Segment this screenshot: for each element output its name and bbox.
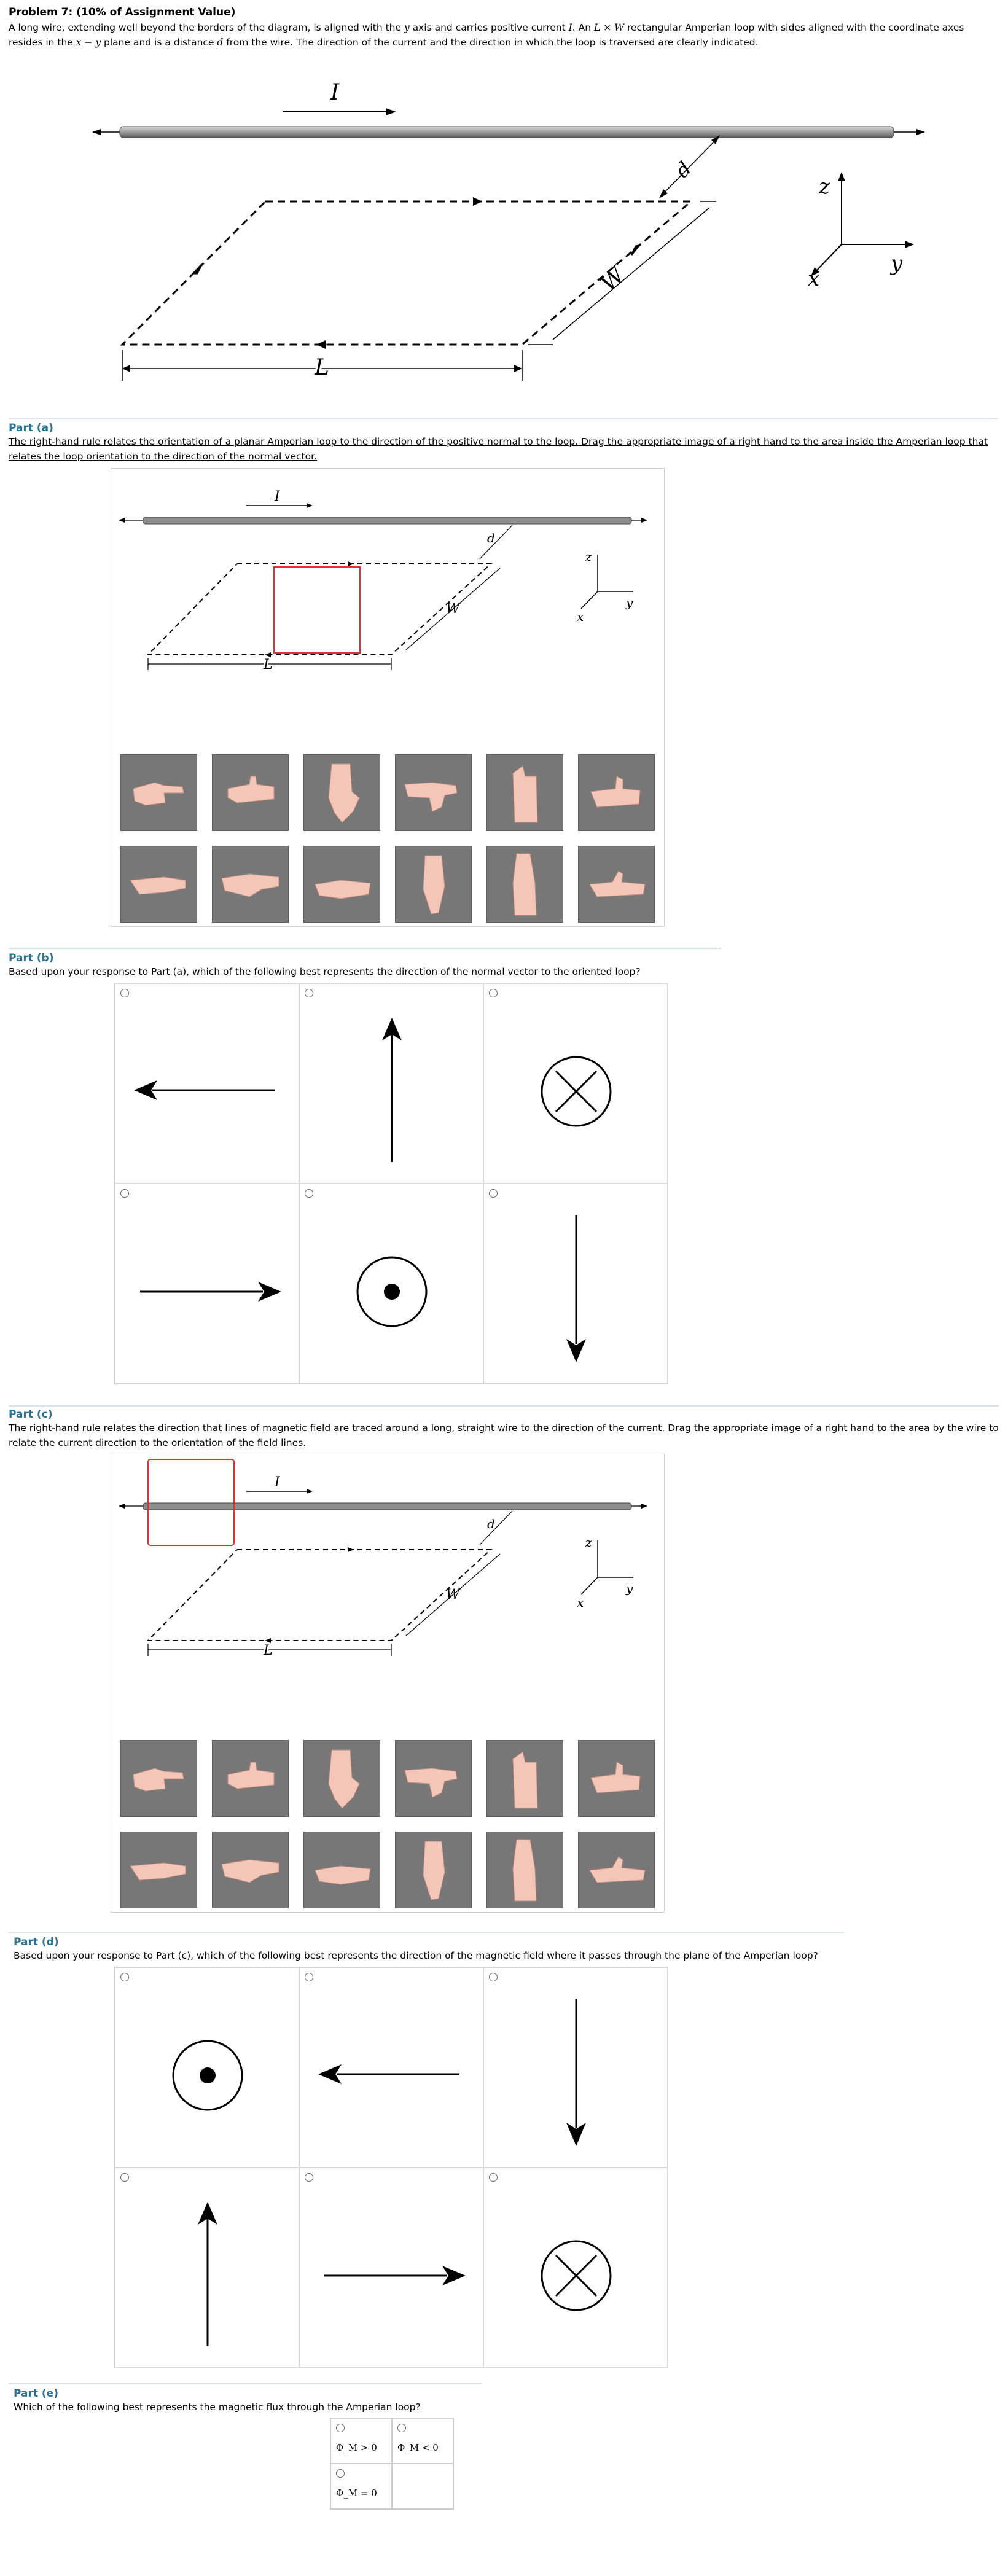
problem-intro: A long wire, extending well beyond the borders of the diagram, is aligned with the y axis and carries positive current I. An L × W rectangular Amperian loop with sides aligned with the coordinate axes resides in the x − y plane and is a distance d from the wire. The direction of the current and the direction in which the loop is traversed are clearly indicated. xyxy=(9,22,964,48)
hand-tile-6[interactable] xyxy=(578,1740,655,1817)
radio-button[interactable] xyxy=(489,1189,498,1198)
hand-tile-8[interactable] xyxy=(212,1832,289,1908)
x-axis xyxy=(581,1577,598,1594)
part-d-option-3[interactable] xyxy=(483,1967,668,2168)
part-a-diagram xyxy=(111,469,664,702)
w-label: W xyxy=(446,1587,460,1602)
radio-button[interactable] xyxy=(305,1973,313,1981)
part-e-title: Part (e) xyxy=(14,2387,58,2400)
hand-thumb-up-right-icon xyxy=(579,755,654,830)
wire-right-arrowhead xyxy=(916,129,925,135)
part-b-option-1[interactable] xyxy=(115,983,299,1184)
current-arrowhead xyxy=(307,503,313,508)
hand-flat-thumb-icon xyxy=(579,1832,654,1908)
wire-right-arrowhead xyxy=(641,1504,647,1509)
radio-button[interactable] xyxy=(120,989,129,997)
hand-tile-4[interactable] xyxy=(395,1740,472,1817)
part-e-option-3[interactable] xyxy=(330,2464,392,2509)
current-label: I xyxy=(330,80,340,105)
empty-cell xyxy=(392,2464,453,2509)
hand-flat-left-icon xyxy=(121,1832,197,1908)
hand-tile-2[interactable] xyxy=(212,1740,289,1817)
hand-flat-left-icon xyxy=(121,846,197,922)
radio-button[interactable] xyxy=(305,989,313,997)
main-diagram xyxy=(86,74,934,393)
divider xyxy=(9,1405,999,1407)
hand-tile-12[interactable] xyxy=(578,846,655,923)
w-label: W xyxy=(446,601,460,617)
hand-flat-palm-icon xyxy=(213,846,288,922)
radio-button[interactable] xyxy=(489,2173,498,2182)
hand-tile-12[interactable] xyxy=(578,1832,655,1908)
right-arrow-icon xyxy=(115,1184,300,1384)
part-b-option-4[interactable] xyxy=(115,1184,299,1384)
hand-drop-zone[interactable] xyxy=(148,1459,234,1545)
axis-x-label: x xyxy=(808,267,820,291)
hand-tile-3[interactable] xyxy=(303,754,380,831)
hand-fist-down-icon xyxy=(304,755,380,830)
hand-tile-1[interactable] xyxy=(120,754,197,831)
radio-button[interactable] xyxy=(397,2424,406,2432)
up-arrow-icon xyxy=(115,2168,300,2368)
loop-arrow-bottom xyxy=(265,1638,271,1643)
radio-button[interactable] xyxy=(336,2469,345,2478)
part-b-options xyxy=(114,983,668,1384)
hand-thumb-up-icon xyxy=(487,755,563,830)
part-d-option-1[interactable] xyxy=(115,1967,299,2168)
left-arrow-icon xyxy=(300,1968,484,2168)
hand-tile-10[interactable] xyxy=(395,1832,472,1908)
radio-button[interactable] xyxy=(120,2173,129,2182)
wire xyxy=(143,517,631,524)
l-label: L xyxy=(315,355,329,380)
out-of-page-icon xyxy=(300,1184,484,1384)
part-d-option-2[interactable] xyxy=(299,1967,483,2168)
hand-tile-11[interactable] xyxy=(486,846,563,923)
w-dimension-line xyxy=(553,208,709,340)
part-b-text: Based upon your response to Part (a), which of the following best represents the direction of the normal vector to the oriented loop? xyxy=(9,966,641,977)
part-b-option-5[interactable] xyxy=(299,1184,483,1384)
flux-positive-label: Φ_M > 0 xyxy=(336,2442,377,2453)
hand-tile-10[interactable] xyxy=(395,846,472,923)
part-b-option-3[interactable] xyxy=(483,983,668,1184)
l-label: L xyxy=(264,1643,273,1658)
loop-arrow-top xyxy=(348,1547,354,1552)
axis-y-label: y xyxy=(891,251,903,276)
hand-tile-9[interactable] xyxy=(303,1832,380,1908)
axis-y-label: y xyxy=(626,1581,633,1596)
hand-flat-palm-icon xyxy=(213,1832,288,1908)
up-arrow-icon xyxy=(300,984,484,1184)
part-c-text: The right-hand rule relates the direction that lines of magnetic field are traced around a long, straight wire to the direction of the current. Drag the appropriate image of a right hand to the area by the wire to relate the current direction to the orientation of the field lines. xyxy=(9,1423,999,1448)
wire-left-arrowhead xyxy=(119,1504,125,1509)
hand-flat-thumb-icon xyxy=(579,846,654,922)
part-d-option-4[interactable] xyxy=(115,2168,299,2368)
x-axis xyxy=(581,591,598,609)
radio-button[interactable] xyxy=(489,989,498,997)
left-arrow-icon xyxy=(115,984,300,1184)
part-d-title: Part (d) xyxy=(14,1936,59,1948)
loop-arrow-top xyxy=(348,561,354,566)
hand-tile-6[interactable] xyxy=(578,754,655,831)
flux-zero-label: Φ_M = 0 xyxy=(336,2488,377,2499)
loop-arrow-right xyxy=(631,246,639,255)
hand-palette xyxy=(120,754,655,923)
hand-thumb-down-right-icon xyxy=(396,755,471,830)
into-page-icon xyxy=(484,2168,668,2368)
axis-z-label: z xyxy=(585,549,592,564)
down-arrow-icon xyxy=(484,1968,668,2168)
axis-x-label: x xyxy=(577,1595,584,1610)
part-b-option-6[interactable] xyxy=(483,1184,668,1384)
hand-palette xyxy=(120,1740,655,1909)
divider xyxy=(9,948,721,949)
hand-fist-left-icon xyxy=(213,755,288,830)
axis-z-label: z xyxy=(585,1535,592,1550)
part-e-option-2[interactable] xyxy=(392,2418,453,2464)
part-d-option-5[interactable] xyxy=(299,2168,483,2368)
loop-arrow-bottom xyxy=(265,652,271,657)
l-arrowhead-right xyxy=(514,365,522,372)
hand-tile-5[interactable] xyxy=(486,1740,563,1817)
d-label: d xyxy=(487,531,495,545)
hand-thumb-up-icon xyxy=(487,1741,563,1816)
hand-flat-up-icon xyxy=(487,846,563,922)
hand-flat-right-icon xyxy=(304,1832,380,1908)
z-arrowhead xyxy=(838,172,845,181)
part-a-panel xyxy=(111,468,665,927)
flux-negative-label: Φ_M < 0 xyxy=(397,2442,439,2453)
divider xyxy=(9,418,998,419)
wire xyxy=(120,127,894,138)
hand-tile-8[interactable] xyxy=(212,846,289,923)
d-label: d xyxy=(487,1516,495,1531)
part-c-diagram xyxy=(111,1454,664,1688)
wire-right-arrowhead xyxy=(641,518,647,523)
part-c-title: Part (c) xyxy=(9,1408,53,1421)
axis-z-label: z xyxy=(819,174,830,199)
current-arrowhead xyxy=(307,1489,313,1494)
radio-button[interactable] xyxy=(305,1189,313,1198)
part-c-panel xyxy=(111,1454,665,1913)
hand-flat-right-icon xyxy=(304,846,380,922)
y-arrowhead xyxy=(905,241,914,248)
divider xyxy=(9,1932,844,1933)
part-d-options xyxy=(114,1967,668,2368)
l-arrowhead-left xyxy=(122,365,130,372)
hand-tile-11[interactable] xyxy=(486,1832,563,1908)
part-e-option-1[interactable] xyxy=(330,2418,392,2464)
hand-drop-zone[interactable] xyxy=(274,567,360,653)
axis-y-label: y xyxy=(626,595,633,610)
hand-tile-9[interactable] xyxy=(303,846,380,923)
hand-tile-4[interactable] xyxy=(395,754,472,831)
d-dimension-line xyxy=(480,1511,512,1545)
part-e-options xyxy=(330,2418,454,2510)
out-of-page-icon xyxy=(115,1968,300,2168)
down-arrow-icon xyxy=(484,1184,668,1384)
part-a-title: Part (a) xyxy=(9,422,53,434)
right-arrow-icon xyxy=(300,2168,484,2368)
wire xyxy=(143,1503,631,1510)
hand-tile-5[interactable] xyxy=(486,754,563,831)
hand-flat-up-icon xyxy=(487,1832,563,1908)
hand-tile-3[interactable] xyxy=(303,1740,380,1817)
radio-button[interactable] xyxy=(120,1189,129,1198)
amperian-loop xyxy=(148,1550,491,1641)
into-page-icon xyxy=(484,984,668,1184)
hand-tile-7[interactable] xyxy=(120,1832,197,1908)
l-label: L xyxy=(264,657,273,673)
current-label: I xyxy=(275,1475,280,1490)
d-label: d xyxy=(670,157,697,182)
hand-flat-down-icon xyxy=(396,846,471,922)
loop-arrow-bottom xyxy=(316,340,326,349)
hand-tile-7[interactable] xyxy=(120,846,197,923)
part-d-option-6[interactable] xyxy=(483,2168,668,2368)
hand-fist-left-icon xyxy=(213,1741,288,1816)
axis-x-label: x xyxy=(577,609,584,624)
hand-tile-1[interactable] xyxy=(120,1740,197,1817)
radio-button[interactable] xyxy=(305,2173,313,2182)
part-e-text: Which of the following best represents the magnetic flux through the Amperian loop? xyxy=(14,2402,421,2413)
hand-thumb-left-icon xyxy=(121,1741,197,1816)
current-arrowhead xyxy=(386,108,396,115)
hand-thumb-up-right-icon xyxy=(579,1741,654,1816)
wire-left-arrowhead xyxy=(92,129,101,135)
loop-arrow-top xyxy=(473,197,482,206)
hand-flat-down-icon xyxy=(396,1832,471,1908)
problem-title: Problem 7: (10% of Assignment Value) xyxy=(9,6,236,18)
part-b-title: Part (b) xyxy=(9,952,54,964)
part-a-text: The right-hand rule relates the orientation of a planar Amperian loop to the direction of the positive normal to the loop. Drag the appropriate image of a right hand to the area inside the Amperian loop that relates the loop orientation to the direction of the normal vector. xyxy=(9,436,988,462)
hand-thumb-left-icon xyxy=(121,755,197,830)
wire-left-arrowhead xyxy=(119,518,125,523)
radio-button[interactable] xyxy=(489,1973,498,1981)
loop-arrow-left xyxy=(193,265,201,273)
w-label: W xyxy=(596,262,630,297)
hand-thumb-down-right-icon xyxy=(396,1741,471,1816)
hand-fist-down-icon xyxy=(304,1741,380,1816)
amperian-loop xyxy=(148,564,491,655)
radio-button[interactable] xyxy=(120,1973,129,1981)
part-b-option-2[interactable] xyxy=(299,983,483,1184)
d-dimension-line xyxy=(480,525,512,559)
hand-tile-2[interactable] xyxy=(212,754,289,831)
part-d-text: Based upon your response to Part (c), which of the following best represents the direction of the magnetic field where it passes through the plane of the Amperian loop? xyxy=(14,1950,818,1961)
divider xyxy=(9,2383,482,2384)
radio-button[interactable] xyxy=(336,2424,345,2432)
current-label: I xyxy=(275,489,280,504)
